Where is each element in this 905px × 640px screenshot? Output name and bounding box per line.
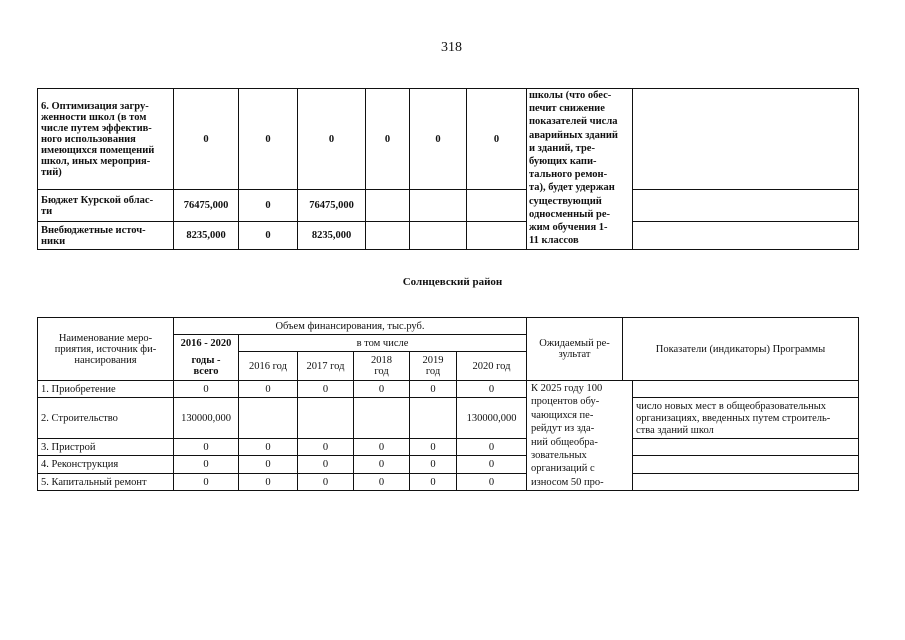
header-name: Наименование меро- приятия, источник фи- нансирования xyxy=(54,332,157,366)
section-title: Солнцевский район xyxy=(402,276,503,288)
row-name: Бюджет Курской облас- ти xyxy=(41,194,154,217)
indicator-text: число новых мест в общеобразовательных организациях, введенных путем строитель- ства зданий школ xyxy=(636,401,831,436)
row-name: 1. Приобретение xyxy=(41,383,116,395)
cell-value: 0 xyxy=(488,476,495,488)
header-expected: Ожидаемый ре- зультат xyxy=(539,338,610,360)
cell-value: 8235,000 xyxy=(186,230,226,241)
expected-result-text: К 2025 году 100 процентов обу- чающихся пе- рейдут из зда- ний общеобра- зовательных организаций с износом 50 про- xyxy=(531,383,604,488)
header-2017: 2017 год xyxy=(306,360,345,372)
row-name: 3. Пристрой xyxy=(41,441,96,453)
cell-value: 0 xyxy=(328,133,335,145)
cell-value: 0 xyxy=(322,383,329,395)
cell-value: 0 xyxy=(430,459,436,470)
cell-value: 0 xyxy=(493,133,500,145)
row-name: 5. Капитальный ремонт xyxy=(41,476,147,488)
page-number: 318 xyxy=(441,40,462,55)
cell-value: 0 xyxy=(265,459,271,470)
cell-value: 0 xyxy=(488,383,495,395)
row-name: 4. Реконструкция xyxy=(41,459,119,470)
cell-value: 130000,000 xyxy=(181,412,231,424)
cell-value: 0 xyxy=(265,200,271,211)
cell-value: 0 xyxy=(384,133,391,145)
header-funding: Объем финансирования, тыс.руб. xyxy=(275,320,425,332)
header-period: 2016 - 2020 xyxy=(180,337,232,349)
cell-value: 0 xyxy=(322,441,329,453)
cell-value: 0 xyxy=(203,459,209,470)
row-name: 6. Оптимизация загру- женности школ (в том числе путем эффектив- ного использования имеющихся помещений школ, иных мероприя- тий) xyxy=(41,100,155,178)
cell-value: 76475,000 xyxy=(183,200,229,211)
cell-value: 0 xyxy=(435,133,441,145)
cell-value: 0 xyxy=(265,230,271,241)
cell-value: 0 xyxy=(378,476,385,488)
cell-value: 0 xyxy=(265,383,271,395)
cell-value: 8235,000 xyxy=(311,230,352,241)
header-2020: 2020 год xyxy=(472,360,511,372)
cell-value: 0 xyxy=(203,383,209,395)
row-name: Внебюджетные источ- ники xyxy=(41,224,146,247)
cell-value: 0 xyxy=(322,459,329,470)
header-incl: в том числе xyxy=(356,337,409,349)
header-2016: 2016 год xyxy=(249,360,287,372)
header-indicators: Показатели (индикаторы) Программы xyxy=(655,343,826,355)
cell-value: 0 xyxy=(378,383,385,395)
cell-value: 0 xyxy=(488,459,495,470)
header-2019: 2019 год xyxy=(422,355,444,377)
cell-value: 76475,000 xyxy=(309,200,354,211)
cell-value: 130000,000 xyxy=(466,412,517,424)
cell-value: 0 xyxy=(322,476,329,488)
cell-value: 0 xyxy=(265,441,271,453)
cell-value: 0 xyxy=(378,441,385,453)
cell-value: 0 xyxy=(430,383,436,395)
cell-value: 0 xyxy=(378,459,385,470)
cell-value: 0 xyxy=(265,476,271,488)
header-period-total: годы - всего xyxy=(191,355,221,377)
header-2018: 2018 год xyxy=(371,355,392,377)
cell-value: 0 xyxy=(203,133,209,145)
cell-value: 0 xyxy=(265,133,271,145)
cell-value: 0 xyxy=(430,476,436,488)
expected-result-text: школы (что обес- печит снижение показателей числа аварийных зданий и зданий, тре- бующих капи- тального ремон- та), будет удержан существующий односменный ре- жим обучения 1- 11 классов xyxy=(529,90,618,247)
row-name: 2. Строительство xyxy=(41,412,118,424)
cell-value: 0 xyxy=(488,441,495,453)
cell-value: 0 xyxy=(203,476,209,488)
cell-value: 0 xyxy=(203,441,209,453)
cell-value: 0 xyxy=(430,441,436,453)
